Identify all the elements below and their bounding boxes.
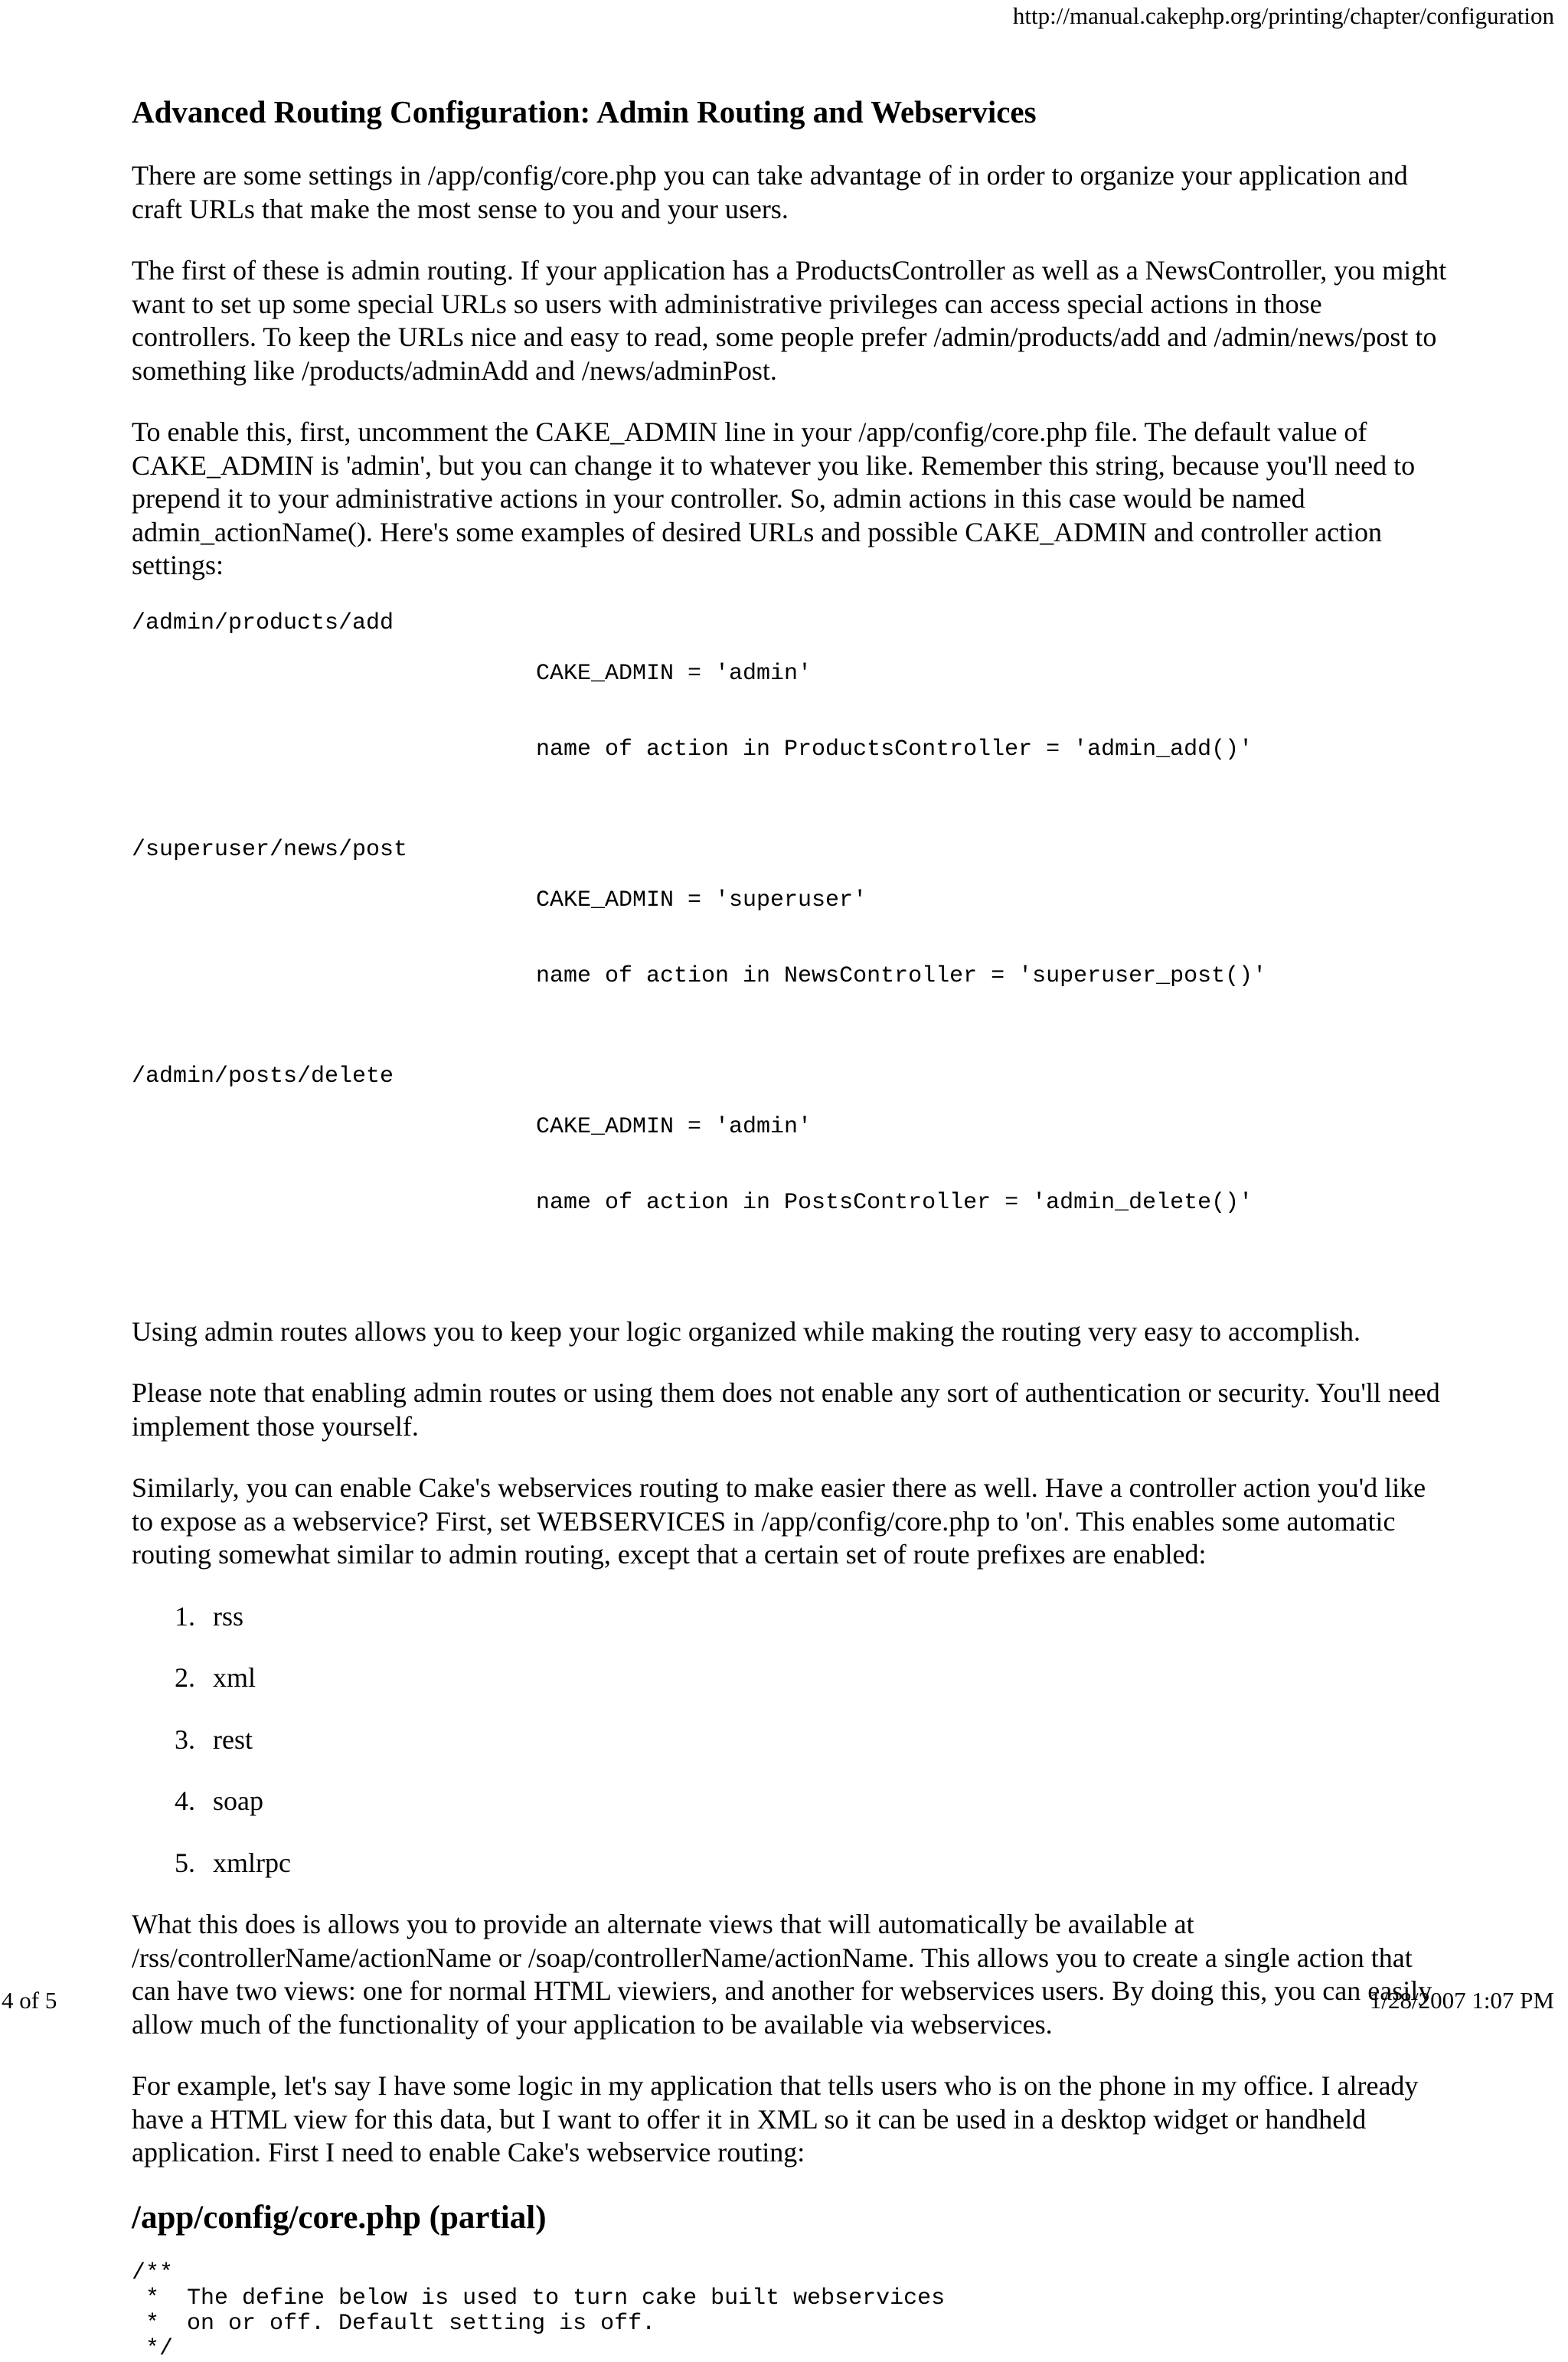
section-title: Advanced Routing Configuration: Admin Routing and Webservices	[132, 94, 1037, 129]
url-examples-block	[132, 611, 1449, 1266]
url-example-row	[132, 611, 1449, 813]
example-action-name: name of action in PostsController = 'admin_delete()'	[536, 1189, 1253, 1216]
example-action-name: name of action in ProductsController = 'admin_add()'	[536, 736, 1253, 763]
example-cake-admin: CAKE_ADMIN = 'superuser'	[536, 887, 867, 913]
url-example-row	[132, 838, 1449, 1040]
example-url: /admin/products/add	[132, 609, 394, 636]
code-line: */	[132, 2335, 174, 2362]
page-number-footer: 4 of 5	[2, 1987, 57, 2014]
document-body	[132, 86, 1449, 2362]
code-line: /**	[132, 2259, 174, 2286]
list-item: 3. rest	[202, 1723, 1449, 1757]
example-url: /admin/posts/delete	[132, 1063, 394, 1090]
paragraph-security-note: Please note that enabling admin routes or using them does not enable any sort of authentication or security. You'll need implement those yourself.	[132, 1377, 1440, 1442]
page-url-header: http://manual.cakephp.org/printing/chapter/configuration	[1012, 2, 1554, 29]
paragraph-alternate-views: What this does is allows you to provide an alternate views that will automatically be available at /rss/controllerName/actionName or /soap/controllerName/actionName. This allows you to create a single action that can have two views: one for normal HTML viewiers, and another for webservices users. By doing this, you can easily allow much of the functionality of your application to be available via webservices.	[132, 1909, 1432, 2040]
code-subheading: /app/config/core.php (partial)	[132, 2199, 547, 2236]
print-date-footer: 1/28/2007 1:07 PM	[1369, 1987, 1554, 2014]
paragraph-admin-routing: The first of these is admin routing. If your application has a ProductsController as well as a NewsController, you might want to set up some special URLs so users with administrative privileges can access special actions in those controllers. To keep the URLs nice and easy to read, some people prefer /admin/products/add and /admin/news/post to something like /products/adminAdd and /news/adminPost.	[132, 255, 1447, 386]
paragraph-enable-admin: To enable this, first, uncomment the CAKE_ADMIN line in your /app/config/core.php file. The default value of CAKE_ADMIN is 'admin', but you can change it to whatever you like. Remember this string, because you'll need to prepend it to your administrative actions in your controller. So, admin actions in this case would be named admin_actionName(). Here's some examples of desired URLs and possible CAKE_ADMIN and controller action settings:	[132, 417, 1416, 580]
list-item: 5. xmlrpc	[202, 1847, 1449, 1880]
route-prefix-list	[132, 1600, 1449, 1880]
list-item: 1. rss	[202, 1600, 1449, 1634]
paragraph-admin-routes-benefit: Using admin routes allows you to keep your logic organized while making the routing very easy to accomplish.	[132, 1315, 1361, 1347]
example-cake-admin: CAKE_ADMIN = 'admin'	[536, 1113, 812, 1140]
list-item: 2. xml	[202, 1661, 1449, 1695]
code-line: * The define below is used to turn cake built webservices	[132, 2285, 946, 2311]
example-cake-admin: CAKE_ADMIN = 'admin'	[536, 660, 812, 687]
paragraph-intro: There are some settings in /app/config/core.php you can take advantage of in order to organize your application and craft URLs that make the most sense to you and your users.	[132, 160, 1408, 224]
paragraph-example: For example, let's say I have some logic in my application that tells users who is on the phone in my office. I already have a HTML view for this data, but I want to offer it in XML so it can be used in a desktop widget or handheld application. First I need to enable Cake's webservice routing:	[132, 2070, 1419, 2168]
example-action-name: name of action in NewsController = 'superuser_post()'	[536, 962, 1267, 989]
paragraph-webservices: Similarly, you can enable Cake's webservices routing to make easier there as well. Have a controller action you'd like to expose as a webservice? First, set WEBSERVICES in /app/config/core.php to 'on'. This enables some automatic routing somewhat similar to admin routing, except that a certain set of route prefixes are enabled:	[132, 1472, 1426, 1570]
list-item: 4. soap	[202, 1785, 1449, 1818]
code-line: * on or off. Default setting is off.	[132, 2310, 656, 2337]
code-listing	[132, 2261, 1449, 2362]
url-example-row	[132, 1064, 1449, 1266]
example-url: /superuser/news/post	[132, 836, 408, 863]
